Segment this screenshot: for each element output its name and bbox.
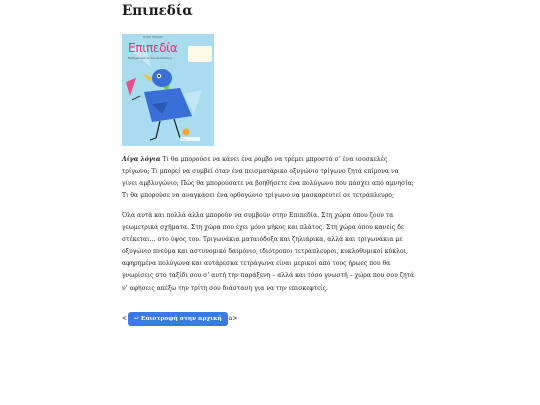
bird-beak [142,74,152,82]
nav-suffix: a> [228,315,238,322]
cover-blurb-box [188,46,212,62]
publisher-logo [183,129,190,136]
lead-label: Λίγα λόγια [122,156,161,163]
description-paragraph-2: Όλα αυτά και πολλά άλλα μπορούν να συμβούν στην Επιπεδία. Στη χώρα όπου ζουν τα γεωμετρικά σχήματα. Στη χώρα που έχει μόνο μήκος και πλάτος. Στη χώρα όπου κανείς δε στέκεται… στο ύψος του. Τριγωνάκια ματαιόδοξα και ζηλιάρικα, αλλά και τριγωνάκια με οξυγώνιο πνεύμα και αστυνομικό δαιμόνιο, ιδιότροποι τετράπλευροι, κυκλοθυμικοί κύκλοι, αφηρημένα πολύγωνα και αυτάρεσκα τετράγωνα είναι μερικοί από τους ήρωες που θα γνωρίσεις στο ταξίδι σου σ’ αυτή την παράξενη – αλλά και τόσο γνωστή – χώρα που σου ζητά ν’ αφήσεις απέξω την τρίτη σου διάσταση για να την επισκεφτείς. [122,212,415,292]
bird-head [152,69,172,87]
navigation-bar [122,312,237,326]
book-cover-image [122,34,214,146]
nav-prefix: < [122,315,128,322]
bird-body [144,88,192,122]
page-title: Επιπεδία [122,3,193,19]
book-author: ΜΑΡΙΑ ΠΑΠΑΔΑ [143,36,163,39]
description-text-1: Τι θα μπορούσε να κάνει ένα ρόμβο να τρέμει μπροστά σ’ ένα ισοσκελές τρίγωνο; Τι μπορεί να συμβεί όταν ένα πεισματάρικο οξυγώνιο τρίγωνο ζητά επίμονα να γίνει αμβλυγώνιο; Πώς θα μπορούσατε να βοηθήσετε ένα πολύγωνο που πάσχει από αμνησία; Τι θα μπορούσε να αναγκάσει ένα ορθογώνιο τρίγωνο να μασκαρευτεί σε τετράπλευρο; [122,156,414,200]
pink-shape-decoration [126,78,136,96]
back-to-home-button[interactable]: ↩ Επιστροφή στην αρχική [128,312,228,326]
book-title: Επιπεδία [128,41,178,55]
book-subtitle: Μαθηματικά σε δύο διαστάσεις [128,56,173,60]
description-paragraph-1 [122,154,414,202]
